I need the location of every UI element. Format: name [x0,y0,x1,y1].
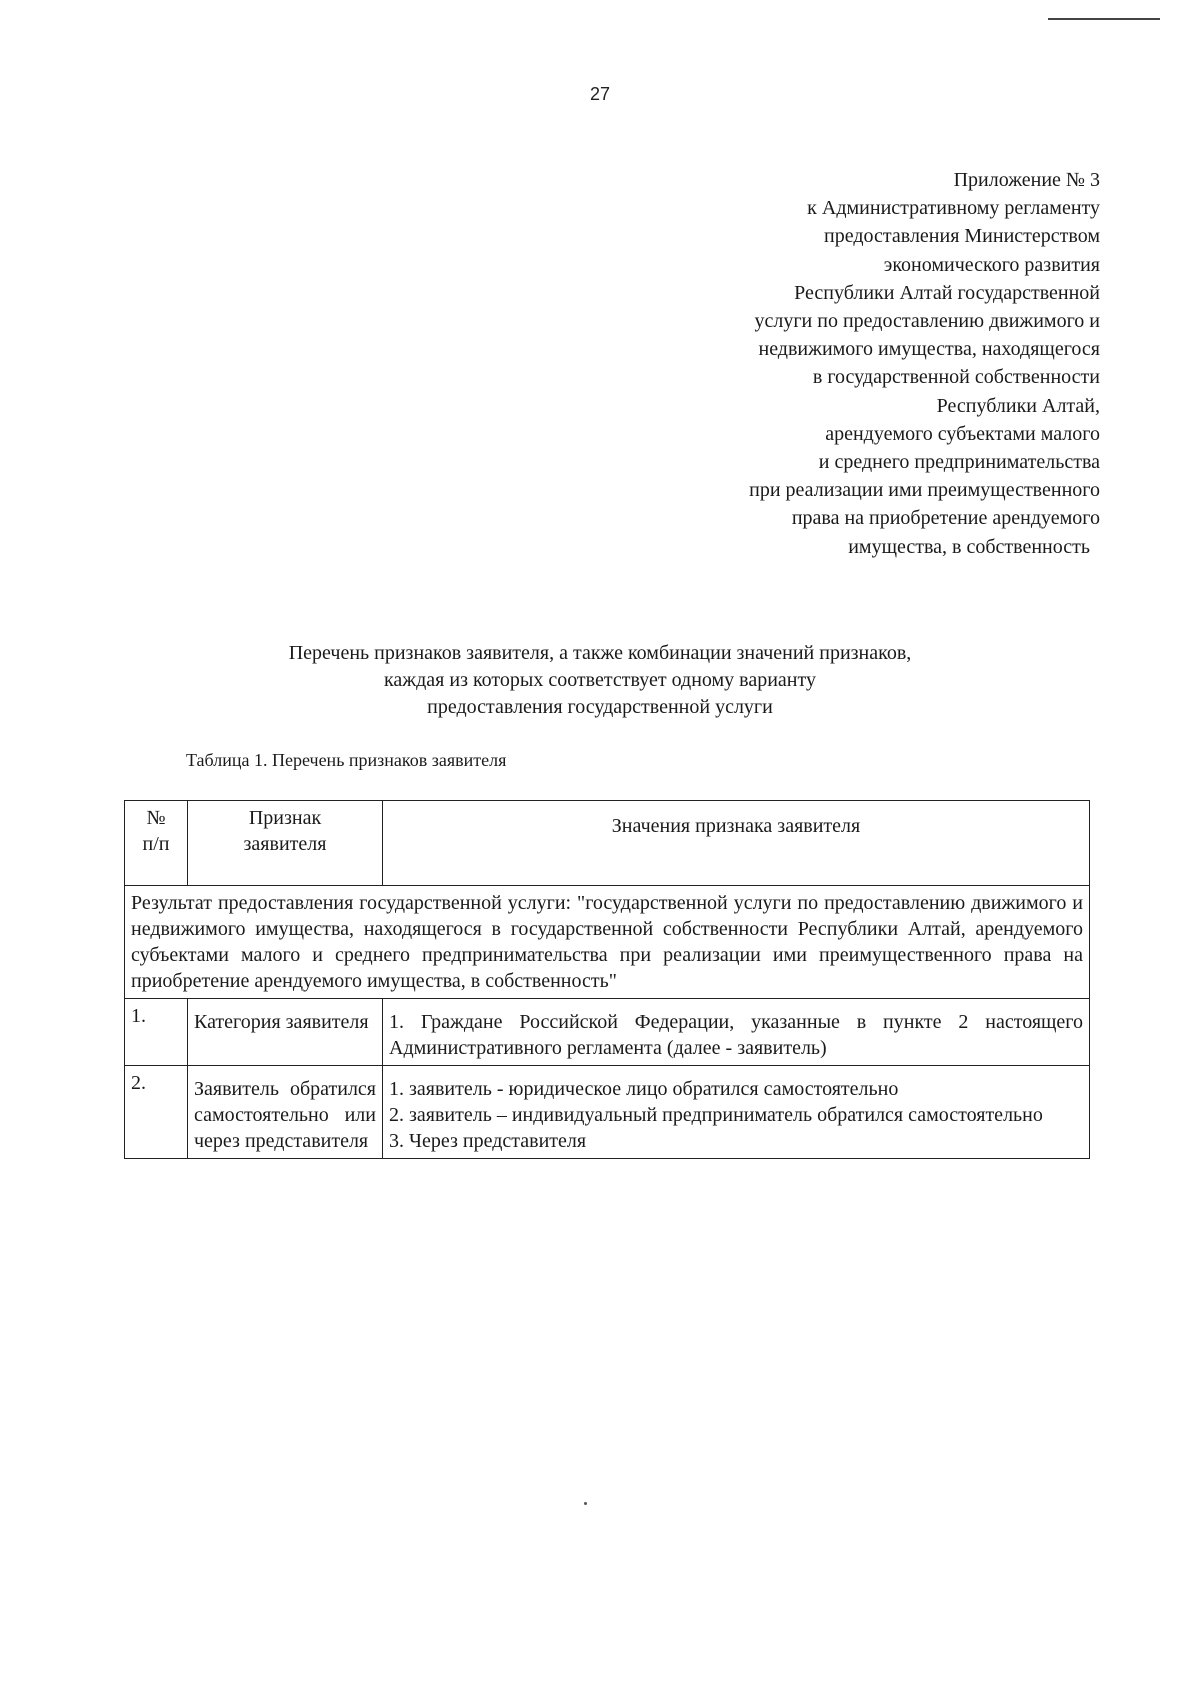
appendix-line: экономического развития [883,253,1100,276]
appendix-line: права на приобретение арендуемого [791,507,1100,530]
appendix-line: Приложение № 3 [953,169,1100,191]
table-header-row [125,801,1090,886]
table-caption: Таблица 1. Перечень признаков заявителя [186,750,507,770]
appendix-line: Республики Алтай государственной [794,281,1100,304]
row-value: 1. Граждане Российской Федерации, указанные в пункте 2 настоящего Административного регламента (далее - заявитель) [389,1011,1083,1059]
applicant-attributes-table [124,800,1090,1159]
appendix-line: при реализации ими преимущественного [749,479,1100,502]
header-num [125,801,188,886]
header-values: Значения признака заявителя [383,801,1090,886]
header-attribute-line: Признак [248,807,322,829]
row-num: 1. [125,999,188,1066]
appendix-line: недвижимого имущества, находящегося [758,338,1100,361]
row-values [383,1066,1090,1159]
appendix-block [620,166,1100,561]
appendix-line: услуги по предоставлению движимого и [754,310,1100,333]
row-attribute: Категория заявителя [188,999,383,1066]
row-values [383,999,1090,1066]
row-num: 2. [125,1066,188,1159]
heading-line: предоставления государственной услуги [427,696,773,718]
row-value: 2. заявитель – индивидуальный предприниматель обратился самостоятельно [389,1104,1043,1126]
appendix-line: предоставления Министерством [824,225,1100,248]
row-value: 3. Через представителя [389,1130,587,1152]
appendix-line: в государственной собственности [812,366,1100,389]
appendix-line: имущества, в собственность [848,535,1090,558]
top-rule [1048,18,1160,20]
heading-line: Перечень признаков заявителя, а также комбинации значений признаков, [288,642,912,664]
appendix-line: арендуемого субъектами малого [825,422,1100,445]
header-num-line: № [146,807,166,829]
row-attribute: Заявитель обратился самостоятельно или через представителя [188,1066,383,1159]
document-heading [0,640,1200,721]
table-row [125,1066,1090,1159]
appendix-line: Республики Алтай, [936,394,1100,417]
result-cell: Результат предоставления государственной услуги: "государственной услуги по предоставлению движимого и недвижимого имущества, находящегося в государственной собственности Республики Алтай, арендуемого субъектами малого и среднего предпринимательства при реализации ими преимущественного права на приобретение арендуемого имущества, в собственность" [125,886,1090,999]
table-result-row [125,886,1090,999]
heading-line: каждая из которых соответствует одному варианту [384,669,816,691]
appendix-line: и среднего предпринимательства [818,451,1100,474]
table-row [125,999,1090,1066]
page-number: 27 [589,84,611,104]
header-num-line: п/п [142,833,170,855]
scan-speck [584,1502,587,1505]
appendix-line: к Административному регламенту [807,197,1100,220]
row-value: 1. заявитель - юридическое лицо обратился самостоятельно [389,1078,899,1100]
header-attribute-line: заявителя [243,833,327,855]
header-attribute [188,801,383,886]
